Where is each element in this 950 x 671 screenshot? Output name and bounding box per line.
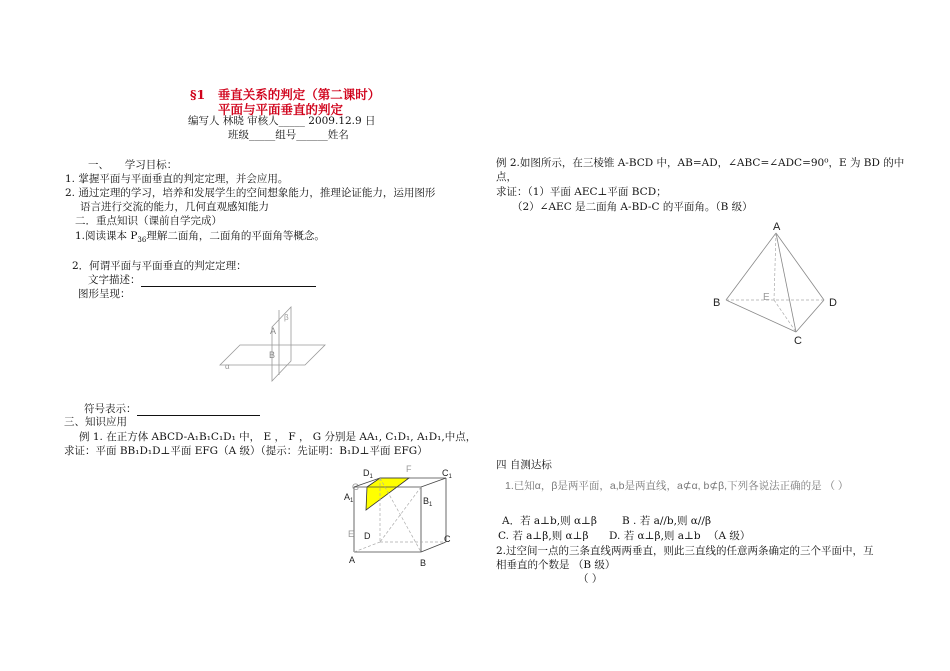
tetra-label-A: A xyxy=(773,221,781,233)
label-B: B xyxy=(420,558,427,568)
section-EFG xyxy=(366,478,409,510)
example-2-line4: （2）∠AEC 是二面角 A-BD-C 的平面角。（B 级） xyxy=(512,201,753,213)
text-description: 文字描述： xyxy=(88,273,316,287)
question-2: 2．何谓平面与平面垂直的判定定理： xyxy=(72,260,247,272)
option-C: C. 若 a⊥β,则 α⊥β xyxy=(498,530,589,542)
goal-1: 1. 掌握平面与平面垂直的判定定理，并会应用。 xyxy=(65,173,289,185)
test-question-1: 1.已知α，β是两平面，a,b是两直线，a⊄α, b⊄β,下列各说法正确的是 （ ） xyxy=(505,480,849,492)
example-2-line3: 求证：（1）平面 AEC⊥平面 BCD； xyxy=(496,186,667,198)
tetra-label-C: C xyxy=(794,335,802,347)
test-question-2-line2: 相垂直的个数是 （B 级） xyxy=(496,559,616,571)
example-2-line1: 例 2.如图所示，在三棱锥 A-BCD 中，AB=AD，∠ABC=∠ADC=90⁰，E 为 BD 的中 xyxy=(496,157,905,169)
label-D1: $D_1$ xyxy=(363,468,373,480)
example-2-line2: 点， xyxy=(496,171,517,183)
figure-label: 图形呈现： xyxy=(78,288,131,300)
section-goals: 一、 学习目标： xyxy=(88,159,178,171)
doc-subtitle: 平面与平面垂直的判定 xyxy=(218,102,344,117)
section-application: 三、知识应用 xyxy=(64,416,127,428)
tetrahedron-figure xyxy=(706,218,846,350)
alpha-label: α xyxy=(225,362,230,371)
beta-label: β xyxy=(284,313,289,322)
point-B-label: B xyxy=(269,350,276,360)
perpendicular-planes-figure xyxy=(215,303,330,388)
level-A-tag: （A 级） xyxy=(708,530,751,542)
reading-task: 1.阅读课本 $P_{36}$理解二面角，二面角的平面角等概念。 xyxy=(75,230,325,245)
tetra-label-E: E xyxy=(763,292,770,303)
example-1-line2: 求证：平面 BB₁D₁D⊥平面 EFG（A 级）（提示：先证明：B₁D⊥平面 EFG） xyxy=(64,445,428,457)
option-B: B . 若 a//b,则 α//β xyxy=(622,515,712,527)
example-1-line1: 例 1. 在正方体 ABCD-A₁B₁C₁D₁ 中， E ， F ， G 分别是 AA₁, C₁D₁, A₁D₁,中点， xyxy=(79,431,477,443)
label-C: C xyxy=(444,534,451,544)
cube-figure xyxy=(336,462,466,574)
label-A1: $A_1$ xyxy=(344,492,354,504)
text-description-blank xyxy=(141,274,316,287)
section-key-knowledge: 二．重点知识（课前自学完成） xyxy=(75,215,222,227)
label-B1: $B_1$ xyxy=(423,496,433,508)
option-D: D. 若 α⊥β,则 a⊥b xyxy=(609,530,701,542)
option-A: A．若 a⊥b,则 α⊥β xyxy=(502,515,597,527)
goal-2b: 语言进行交流的能力，几何直观感知能力 xyxy=(80,201,269,213)
label-F: F xyxy=(406,464,412,474)
section-self-test: 四 自测达标 xyxy=(496,459,552,471)
symbol-representation: 符号表示： xyxy=(84,402,260,416)
label-A: A xyxy=(349,555,356,565)
test-question-2-line1: 2.过空间一点的三条直线两两垂直，则此三直线的任意两条确定的三个平面中，互 xyxy=(496,545,874,557)
label-C1: $C_1$ xyxy=(442,468,452,480)
label-D: D xyxy=(364,531,371,541)
doc-title: §1 垂直关系的判定（第二课时） xyxy=(190,87,381,102)
tetra-label-B: B xyxy=(713,297,721,309)
point-A-label: A xyxy=(270,326,277,336)
answer-paren: （ ） xyxy=(578,573,603,585)
tetra-label-D: D xyxy=(829,297,837,309)
label-E: E xyxy=(348,529,355,539)
goal-2a: 2. 通过定理的学习，培养和发展学生的空间想象能力，推理论证能力，运用图形 xyxy=(65,187,436,199)
author-line: 编写人 林晓 审核人_____ 2009.12.9 日 xyxy=(188,115,376,127)
label-G: G xyxy=(352,482,360,492)
class-line: 班级_____组号______姓名 xyxy=(228,129,349,141)
symbol-blank xyxy=(137,403,260,416)
